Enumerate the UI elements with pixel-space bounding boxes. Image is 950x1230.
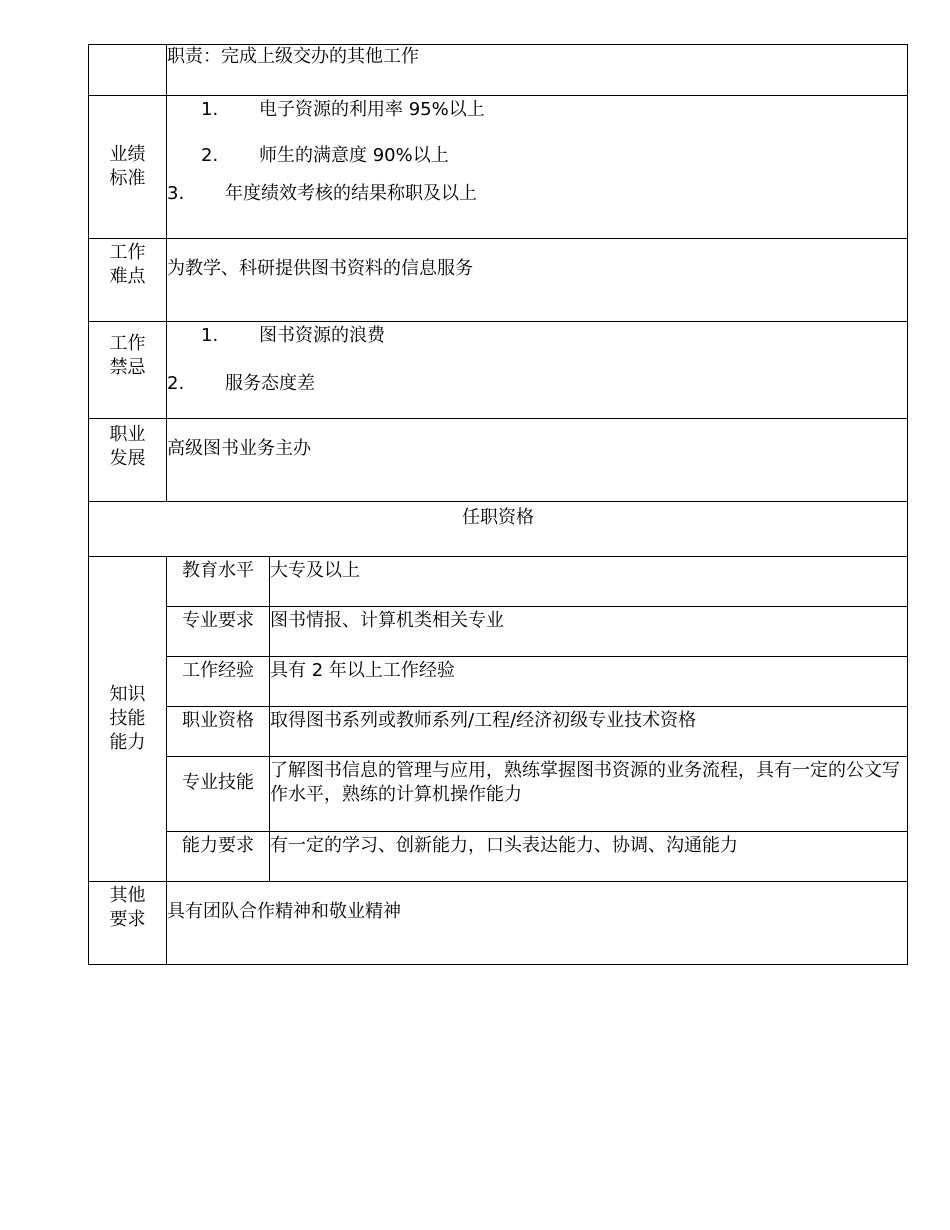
qualification-field-value: 大专及以上 [270, 557, 908, 607]
performance-item: 2. 师生的满意度 90%以上 [201, 145, 449, 166]
section-title: 任职资格 [89, 502, 908, 557]
taboo-label: 工作 禁忌 [89, 322, 167, 419]
qualification-field-label: 能力要求 [167, 832, 270, 882]
taboo-item: 2. 服务态度差 [167, 373, 315, 394]
qualification-field-label: 专业技能 [167, 757, 270, 832]
performance-item: 3. 年度绩效考核的结果称职及以上 [167, 183, 477, 204]
qualification-field-value: 取得图书系列或教师系列/工程/经济初级专业技术资格 [270, 707, 908, 757]
duties-content [167, 45, 908, 96]
qualification-field-value: 图书情报、计算机类相关专业 [270, 607, 908, 657]
qualification-field-value: 具有 2 年以上工作经验 [270, 657, 908, 707]
duties-label-cell [89, 45, 167, 96]
performance-item: 1. 电子资源的利用率 95%以上 [201, 99, 485, 120]
performance-label [89, 96, 167, 239]
other-row [89, 882, 908, 965]
taboo-row [89, 322, 908, 419]
difficulty-row [89, 239, 908, 322]
duties-row [89, 45, 908, 96]
qualification-row [89, 707, 908, 757]
performance-label-line2: 标准 [109, 168, 146, 189]
performance-row [89, 96, 908, 239]
qualification-row [89, 607, 908, 657]
career-label: 职业 发展 [89, 419, 167, 502]
taboo-item: 1. 图书资源的浪费 [201, 325, 385, 346]
qualification-row [89, 757, 908, 832]
qualification-field-label: 教育水平 [167, 557, 270, 607]
taboo-content [167, 322, 908, 419]
performance-label-line1: 业绩 [109, 144, 146, 165]
qualification-title-row [89, 502, 908, 557]
duty-item: 职责：完成上级交办的其他工作 [167, 46, 419, 67]
career-row [89, 419, 908, 502]
qualification-field-label: 专业要求 [167, 607, 270, 657]
qualification-row [89, 557, 908, 607]
career-content: 高级图书业务主办 [167, 419, 908, 502]
job-description-table [88, 44, 908, 965]
other-label: 其他 要求 [89, 882, 167, 965]
qualification-field-label: 工作经验 [167, 657, 270, 707]
difficulty-label: 工作 难点 [89, 239, 167, 322]
qualification-row [89, 657, 908, 707]
qualification-field-value: 了解图书信息的管理与应用，熟练掌握图书资源的业务流程，具有一定的公文写作水平，熟练的计算机操作能力 [270, 757, 908, 832]
qualification-row [89, 832, 908, 882]
performance-content [167, 96, 908, 239]
qualification-field-value: 有一定的学习、创新能力，口头表达能力、协调、沟通能力 [270, 832, 908, 882]
qualification-field-label: 职业资格 [167, 707, 270, 757]
qualification-label: 知识 技能 能力 [89, 557, 167, 882]
difficulty-content: 为教学、科研提供图书资料的信息服务 [167, 239, 908, 322]
other-content: 具有团队合作精神和敬业精神 [167, 882, 908, 965]
